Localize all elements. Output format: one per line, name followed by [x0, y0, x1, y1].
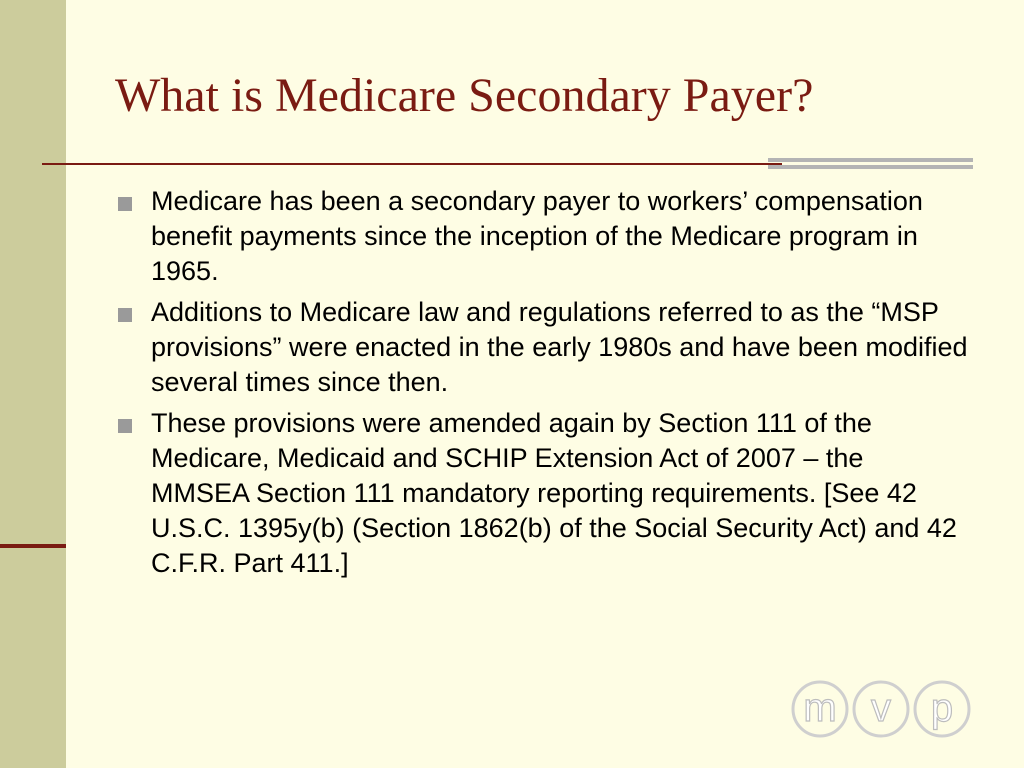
square-bullet-icon [118, 308, 132, 322]
bullet-text: Medicare has been a secondary payer to workers’ compensation benefit payments since the inception of the Medicare program in 1965. [151, 186, 923, 286]
bullet-text: Additions to Medicare law and regulations referred to as the “MSP provisions” were enacted in the early 1980s and have been modified several times since then. [151, 297, 968, 397]
logo-letter: v [871, 686, 891, 730]
square-bullet-icon [118, 419, 132, 433]
bullet-text: These provisions were amended again by Section 111 of the Medicare, Medicaid and SCHIP Extension Act of 2007 – the MMSEA Section 111 mandatory reporting requirements. [See 42 U.S.C. 1395y(b) (Section 1862(b) of the Social Security Act) and 42 C.F.R. Part 411.] [151, 408, 957, 578]
mvp-logo [789, 678, 973, 740]
bullet-list [118, 184, 968, 587]
title-divider [42, 163, 782, 165]
square-bullet-icon [118, 197, 132, 211]
left-decorative-band [0, 0, 66, 768]
bullet-item [118, 295, 968, 400]
slide-title: What is Medicare Secondary Payer? [115, 69, 814, 122]
bullet-item [118, 406, 968, 581]
logo-letter: m [803, 686, 837, 730]
bullet-item [118, 184, 968, 289]
left-accent-line [0, 544, 66, 548]
logo-letter: p [930, 686, 954, 730]
decorative-gray-bars [768, 158, 973, 172]
